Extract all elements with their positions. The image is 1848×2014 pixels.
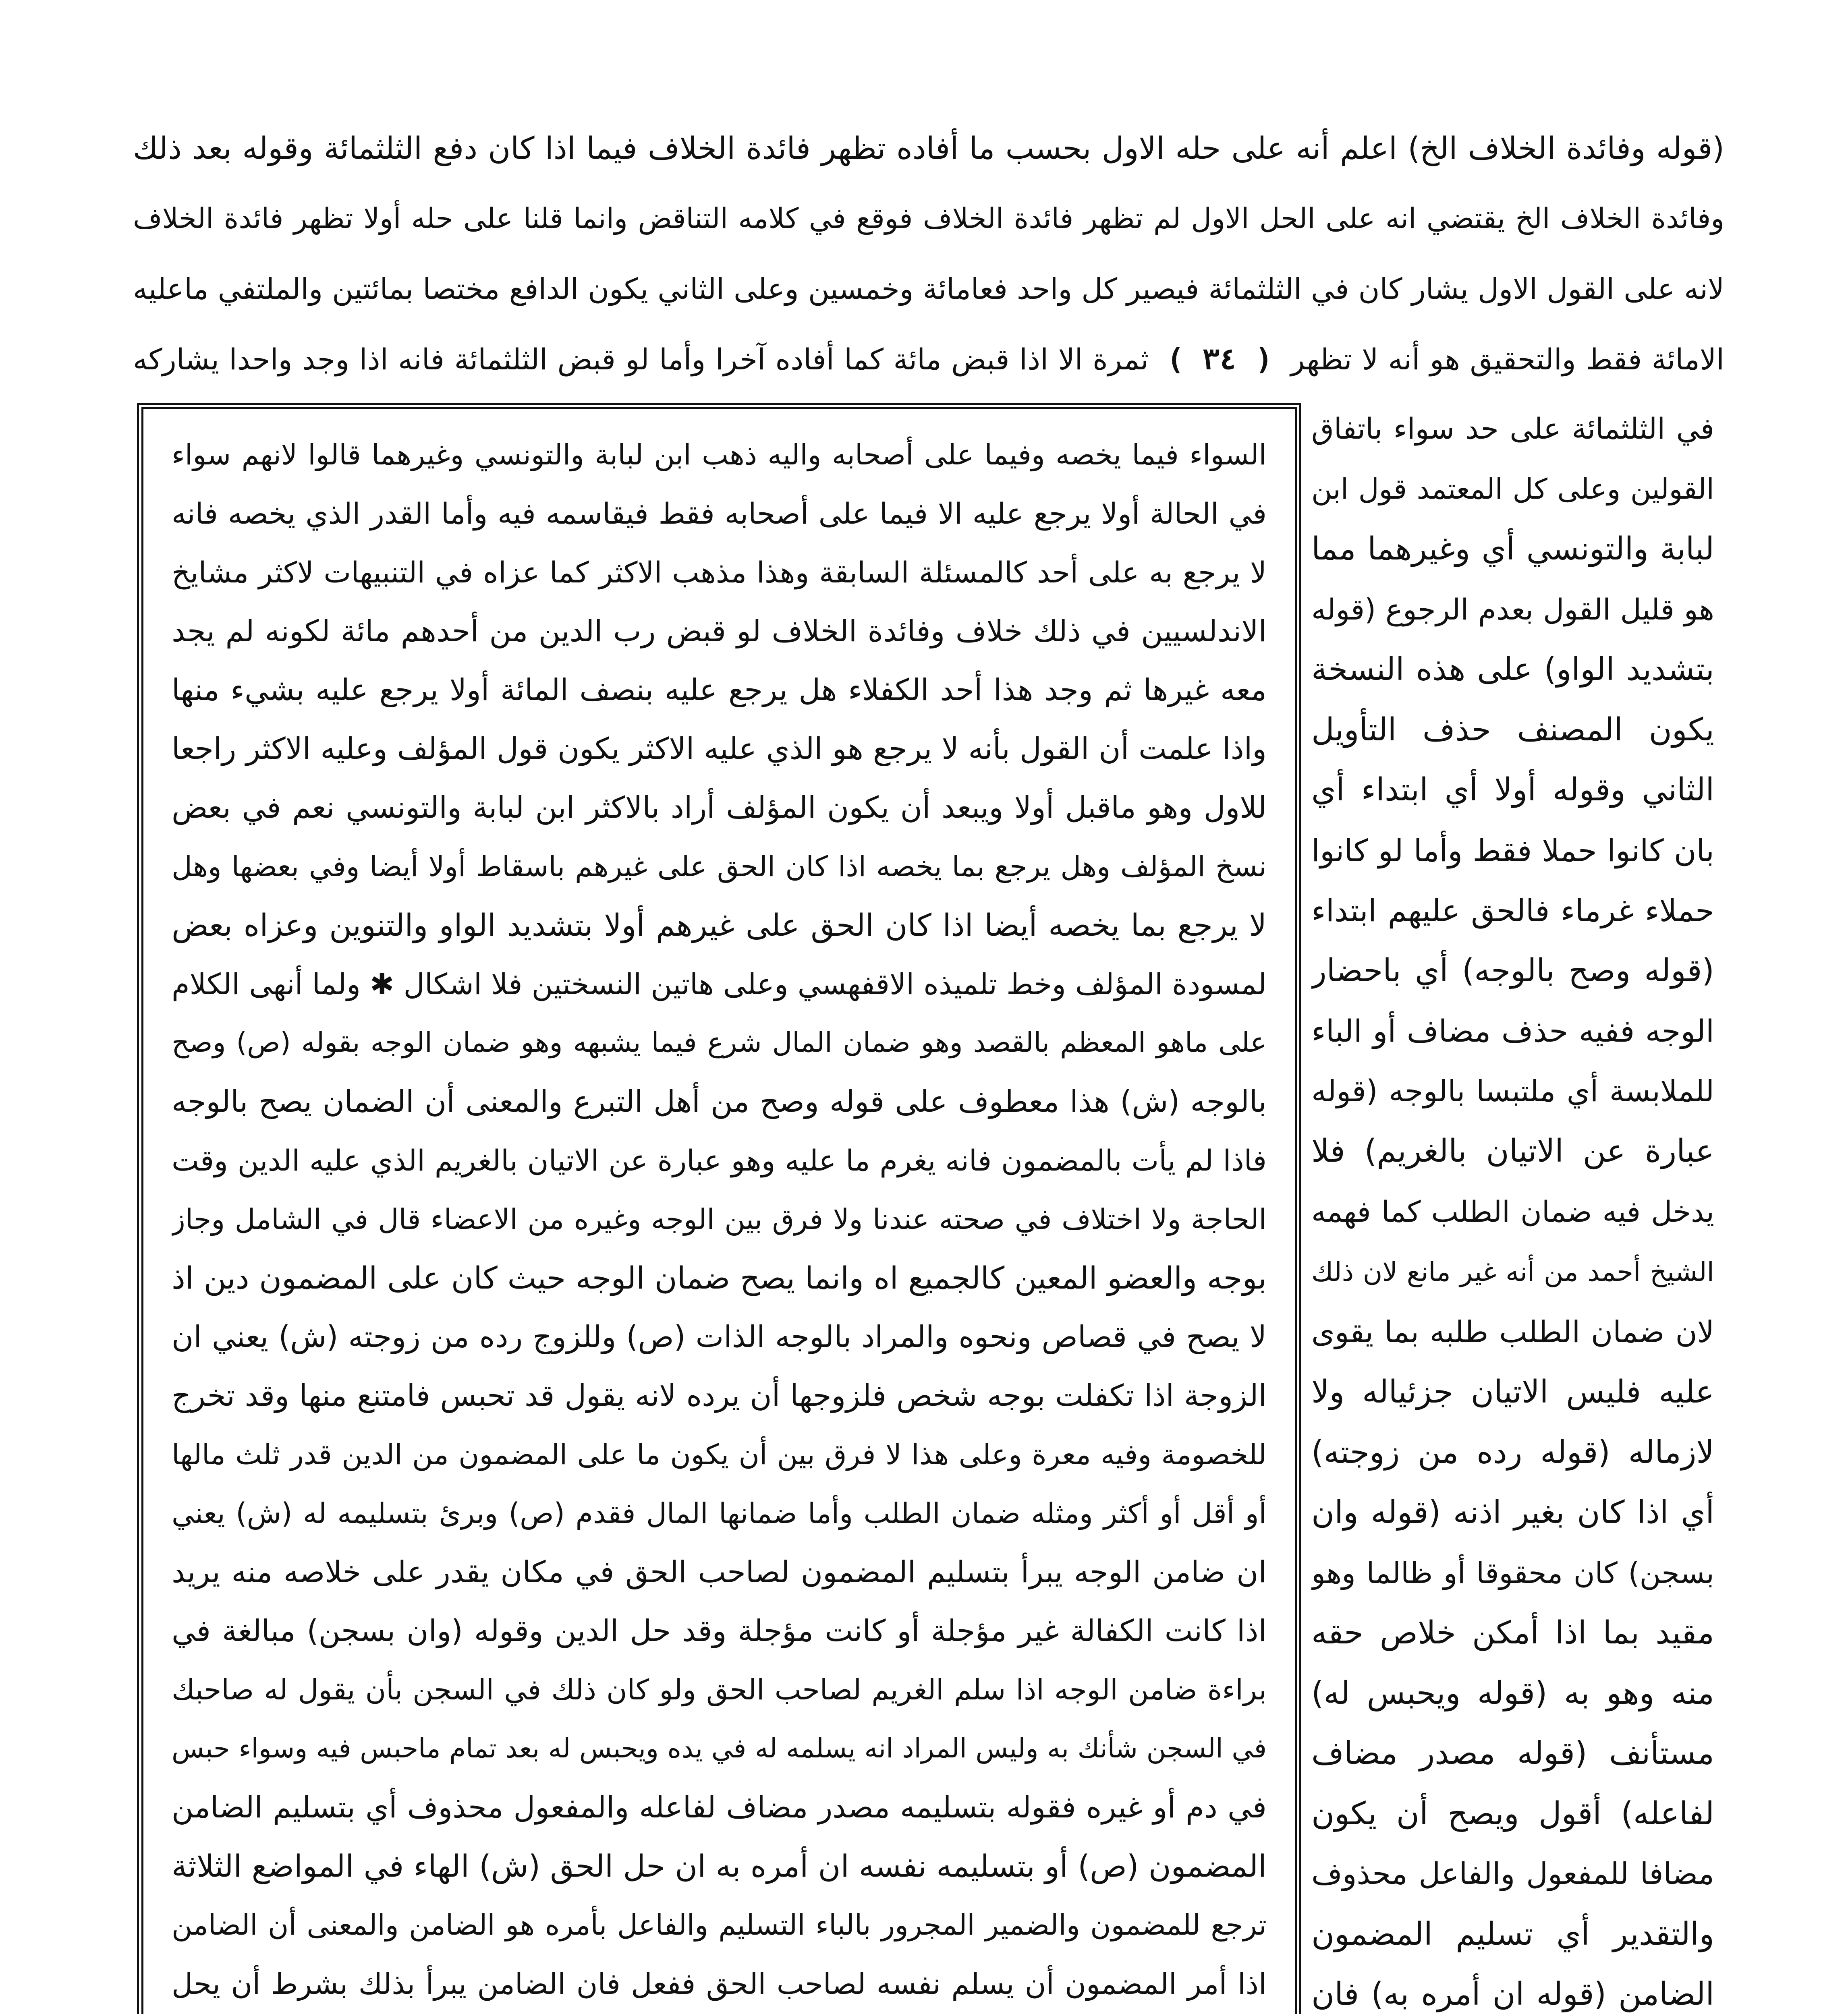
side-commentary-line: عليه فليس الاتيان جزئياله ولا bbox=[1311, 1374, 1714, 1410]
side-commentary-line: أي اذا كان بغير اذنه (قوله وان bbox=[1311, 1494, 1714, 1531]
main-text-line: في الحالة أولا يرجع عليه الا فيما على أصحابه فقط فيقاسمه فيه وأما القدر الذي يخصه فانه bbox=[172, 497, 1267, 530]
side-commentary-line: الوجه ففيه حذف مضاف أو الباء bbox=[1311, 1013, 1714, 1049]
side-commentary-line: والتقدير أي تسليم المضمون bbox=[1311, 1916, 1714, 1952]
side-commentary-line: الثاني وقوله أولا أي ابتداء أي bbox=[1311, 772, 1714, 808]
side-commentary-line: الشيخ أحمد من أنه غير مانع لان ذلك bbox=[1311, 1256, 1714, 1287]
main-text-line: واذا علمت أن القول بأنه لا يرجع هو الذي عليه الاكثر يكون قول المؤلف وعليه الاكثر راجعا bbox=[172, 731, 1267, 766]
side-commentary-line: بسجن) كان محقوقا أو ظالما وهو bbox=[1311, 1556, 1714, 1590]
main-text-line: ان ضامن الوجه يبرأ بتسليم المضمون لصاحب الحق في مكان يقدر على خلاصه منه يريد bbox=[172, 1555, 1267, 1589]
main-text-line: الاندلسيين في ذلك خلاف وفائدة الخلاف لو قبض رب الدين من أحدهم مائة لكونه لم يجد bbox=[172, 614, 1267, 649]
side-commentary-line: لازماله (قوله رده من زوجته) bbox=[1311, 1434, 1714, 1471]
side-commentary-line: بتشديد الواو) على هذه النسخة bbox=[1311, 651, 1714, 688]
side-commentary-line: بان كانوا حملا فقط وأما لو كانوا bbox=[1311, 832, 1714, 868]
main-text-line: بوجه والعضو المعين كالجميع اه وانما يصح ضمان الوجه حيث كان على المضمون دين اذ bbox=[172, 1260, 1267, 1296]
main-text-line: فاذا لم يأت بالمضمون فانه يغرم ما عليه وهو عبارة عن الاتيان بالغريم الذي عليه الدين وقت bbox=[172, 1144, 1267, 1177]
page-number: ( ٣٤ ) bbox=[1166, 342, 1273, 376]
side-commentary-line: منه وهو به (قوله ويحبس له) bbox=[1311, 1675, 1714, 1711]
top-text-line-part: الامائة فقط والتحقيق هو أنه لا تظهر bbox=[1281, 342, 1724, 376]
main-text-line: نسخ المؤلف وهل يرجع بما يخصه اذا كان الحق على غيرهم باسقاط أولا أيضا وفي بعضها وهل bbox=[172, 850, 1267, 883]
side-commentary-line: لان ضمان الطلب طلبه بما يقوى bbox=[1311, 1314, 1714, 1349]
side-commentary-line: للملابسة أي ملتبسا بالوجه (قوله bbox=[1311, 1073, 1714, 1109]
main-text-line: براءة ضامن الوجه اذا سلم الغريم لصاحب الحق ولو كان ذلك في السجن بأن يقول له صاحبك bbox=[172, 1673, 1267, 1706]
main-text-line: بالوجه (ش) هذا معطوف على قوله وصح من أهل التبرع والمعنى أن الضمان يصح بالوجه bbox=[172, 1084, 1267, 1119]
side-commentary-line: مقيد بما اذا أمكن خلاص حقه bbox=[1311, 1615, 1714, 1651]
top-text-block bbox=[133, 113, 1724, 395]
top-text-line: لانه على القول الاول يشار كان في الثلثمائة فيصير كل واحد فعامائة وخمسين وعلى الثاني يكون الدافع مختصا بمائتين والملتفي ماعليه bbox=[133, 272, 1724, 306]
side-commentary-line: عبارة عن الاتيان بالغريم) فلا bbox=[1311, 1133, 1714, 1169]
main-text-line: الزوجة اذا تكفلت بوجه شخص فلزوجها أن يرده لانه يقول قد تحبس فامتنع منها وقد تخرج bbox=[172, 1378, 1267, 1413]
top-text-line bbox=[133, 324, 1724, 395]
side-commentary-line: لبابة والتونسي أي وغيرهما مما bbox=[1311, 531, 1714, 567]
side-commentary-line: حملاء غرماء فالحق عليهم ابتداء bbox=[1311, 893, 1714, 928]
main-text-line: لا يرجع به على أحد كالمسئلة السابقة وهذا مذهب الاكثر كما عزاه في التنبيهات لاكثر مشايخ bbox=[172, 555, 1267, 589]
top-text-line-part: ثمرة الا اذا قبض مائة كما أفاده آخرا وأما لو قبض الثلثمائة فانه اذا وجد واحدا يشاركه bbox=[133, 342, 1159, 376]
main-text-body bbox=[172, 425, 1267, 2014]
main-text-frame bbox=[137, 403, 1301, 2014]
main-text-line: أو أقل أو أكثر ومثله ضمان الطلب وأما ضمانها المال فقدم (ص) وبرئ بتسليمه له (ش) يعني bbox=[172, 1497, 1267, 1530]
main-text-line: للخصومة وفيه معرة وعلى هذا لا فرق بين أن يكون ما على المضمون من الدين قدر ثلث مالها bbox=[172, 1438, 1267, 1471]
main-text-line: في السجن شأنك به وليس المراد انه يسلمه له في يده ويحبس له بعد تمام ماحبس فيه وسواء حبس bbox=[172, 1733, 1267, 1764]
main-text-line: السواء فيما يخصه وفيما على أصحابه واليه ذهب ابن لبابة والتونسي وغيرهما قالوا لانهم سواء bbox=[172, 438, 1267, 471]
main-text-line: ترجع للمضمون والضمير المجرور بالباء التسليم والفاعل بأمره هو الضامن والمعنى أن الضامن bbox=[172, 1908, 1267, 1941]
side-commentary-line: هو قليل القول بعدم الرجوع (قوله bbox=[1311, 592, 1714, 626]
main-text-line: اذا كانت الكفالة غير مؤجلة أو كانت مؤجلة وقد حل الدين وقوله (وان بسجن) مبالغة في bbox=[172, 1614, 1267, 1648]
side-commentary-line: يكون المصنف حذف التأويل bbox=[1311, 711, 1714, 748]
side-commentary-line: مستأنف (قوله مصدر مضاف bbox=[1311, 1735, 1714, 1772]
main-text-line: المضمون (ص) أو بتسليمه نفسه ان أمره به ان حل الحق (ش) الهاء في المواضع الثلاثة bbox=[172, 1848, 1267, 1884]
side-commentary-line: لفاعله) أقول ويصح أن يكون bbox=[1311, 1795, 1714, 1832]
top-text-line: وفائدة الخلاف الخ يقتضي انه على الحل الاول لم تظهر فائدة الخلاف فوقع في كلامه التناقض وانما قلنا على حله أولا تظهر فائدة الخلاف bbox=[133, 202, 1724, 235]
main-text-line: على ماهو المعظم بالقصد وهو ضمان المال شرع فيما يشبهه وهو ضمان الوجه بقوله (ص) وصح bbox=[172, 1027, 1267, 1059]
side-commentary-line: يدخل فيه ضمان الطلب كما فهمه bbox=[1311, 1194, 1714, 1229]
side-commentary-line: الضامن (قوله ان أمره به) فان bbox=[1311, 1976, 1714, 2012]
main-text-line: لمسودة المؤلف وخط تلميذه الاقفهسي وعلى هاتين النسختين فلا اشكال ✱ ولما أنهى الكلام bbox=[172, 967, 1267, 1001]
side-commentary-line: مضافا للمفعول والفاعل محذوف bbox=[1311, 1857, 1714, 1891]
side-commentary-column bbox=[1311, 399, 1714, 2014]
main-text-line: في دم أو غيره فقوله بتسليمه مصدر مضاف لفاعله والمفعول محذوف أي بتسليم الضامن bbox=[172, 1790, 1267, 1825]
main-text-line: لا يرجع بما يخصه أيضا اذا كان الحق على غيرهم أولا بتشديد الواو والتنوين وعزاه بعض bbox=[172, 907, 1267, 943]
side-commentary-line: في الثلثمائة على حد سواء باتفاق bbox=[1311, 412, 1714, 445]
side-commentary-line: (قوله وصح بالوجه) أي باحضار bbox=[1311, 952, 1714, 989]
main-text-line: الحاجة ولا اختلاف في صحته عندنا ولا فرق بين الوجه وغيره من الاعضاء قال في الشامل وجاز bbox=[172, 1203, 1267, 1236]
main-text-line: اذا أمر المضمون أن يسلم نفسه لصاحب الحق ففعل فان الضامن يبرأ بذلك بشرط أن يحل bbox=[172, 1967, 1267, 2001]
top-text-line: (قوله وفائدة الخلاف الخ) اعلم أنه على حله الاول بحسب ما أفاده تظهر فائدة الخلاف فيما اذا كان دفع الثلثمائة وقوله بعد ذلك bbox=[133, 130, 1724, 166]
side-commentary-line: القولين وعلى كل المعتمد قول ابن bbox=[1311, 472, 1714, 506]
main-text-line: للاول وهو ماقبل أولا ويبعد أن يكون المؤلف أراد بالاكثر ابن لبابة والتونسي نعم في بعض bbox=[172, 790, 1267, 825]
main-text-line: معه غيرها ثم وجد هذا أحد الكفلاء هل يرجع عليه بنصف المائة أولا يرجع عليه بشيء منها bbox=[172, 673, 1267, 707]
main-text-line: لا يصح في قصاص ونحوه والمراد بالوجه الذات (ص) وللزوج رده من زوجته (ش) يعني ان bbox=[172, 1320, 1267, 1354]
